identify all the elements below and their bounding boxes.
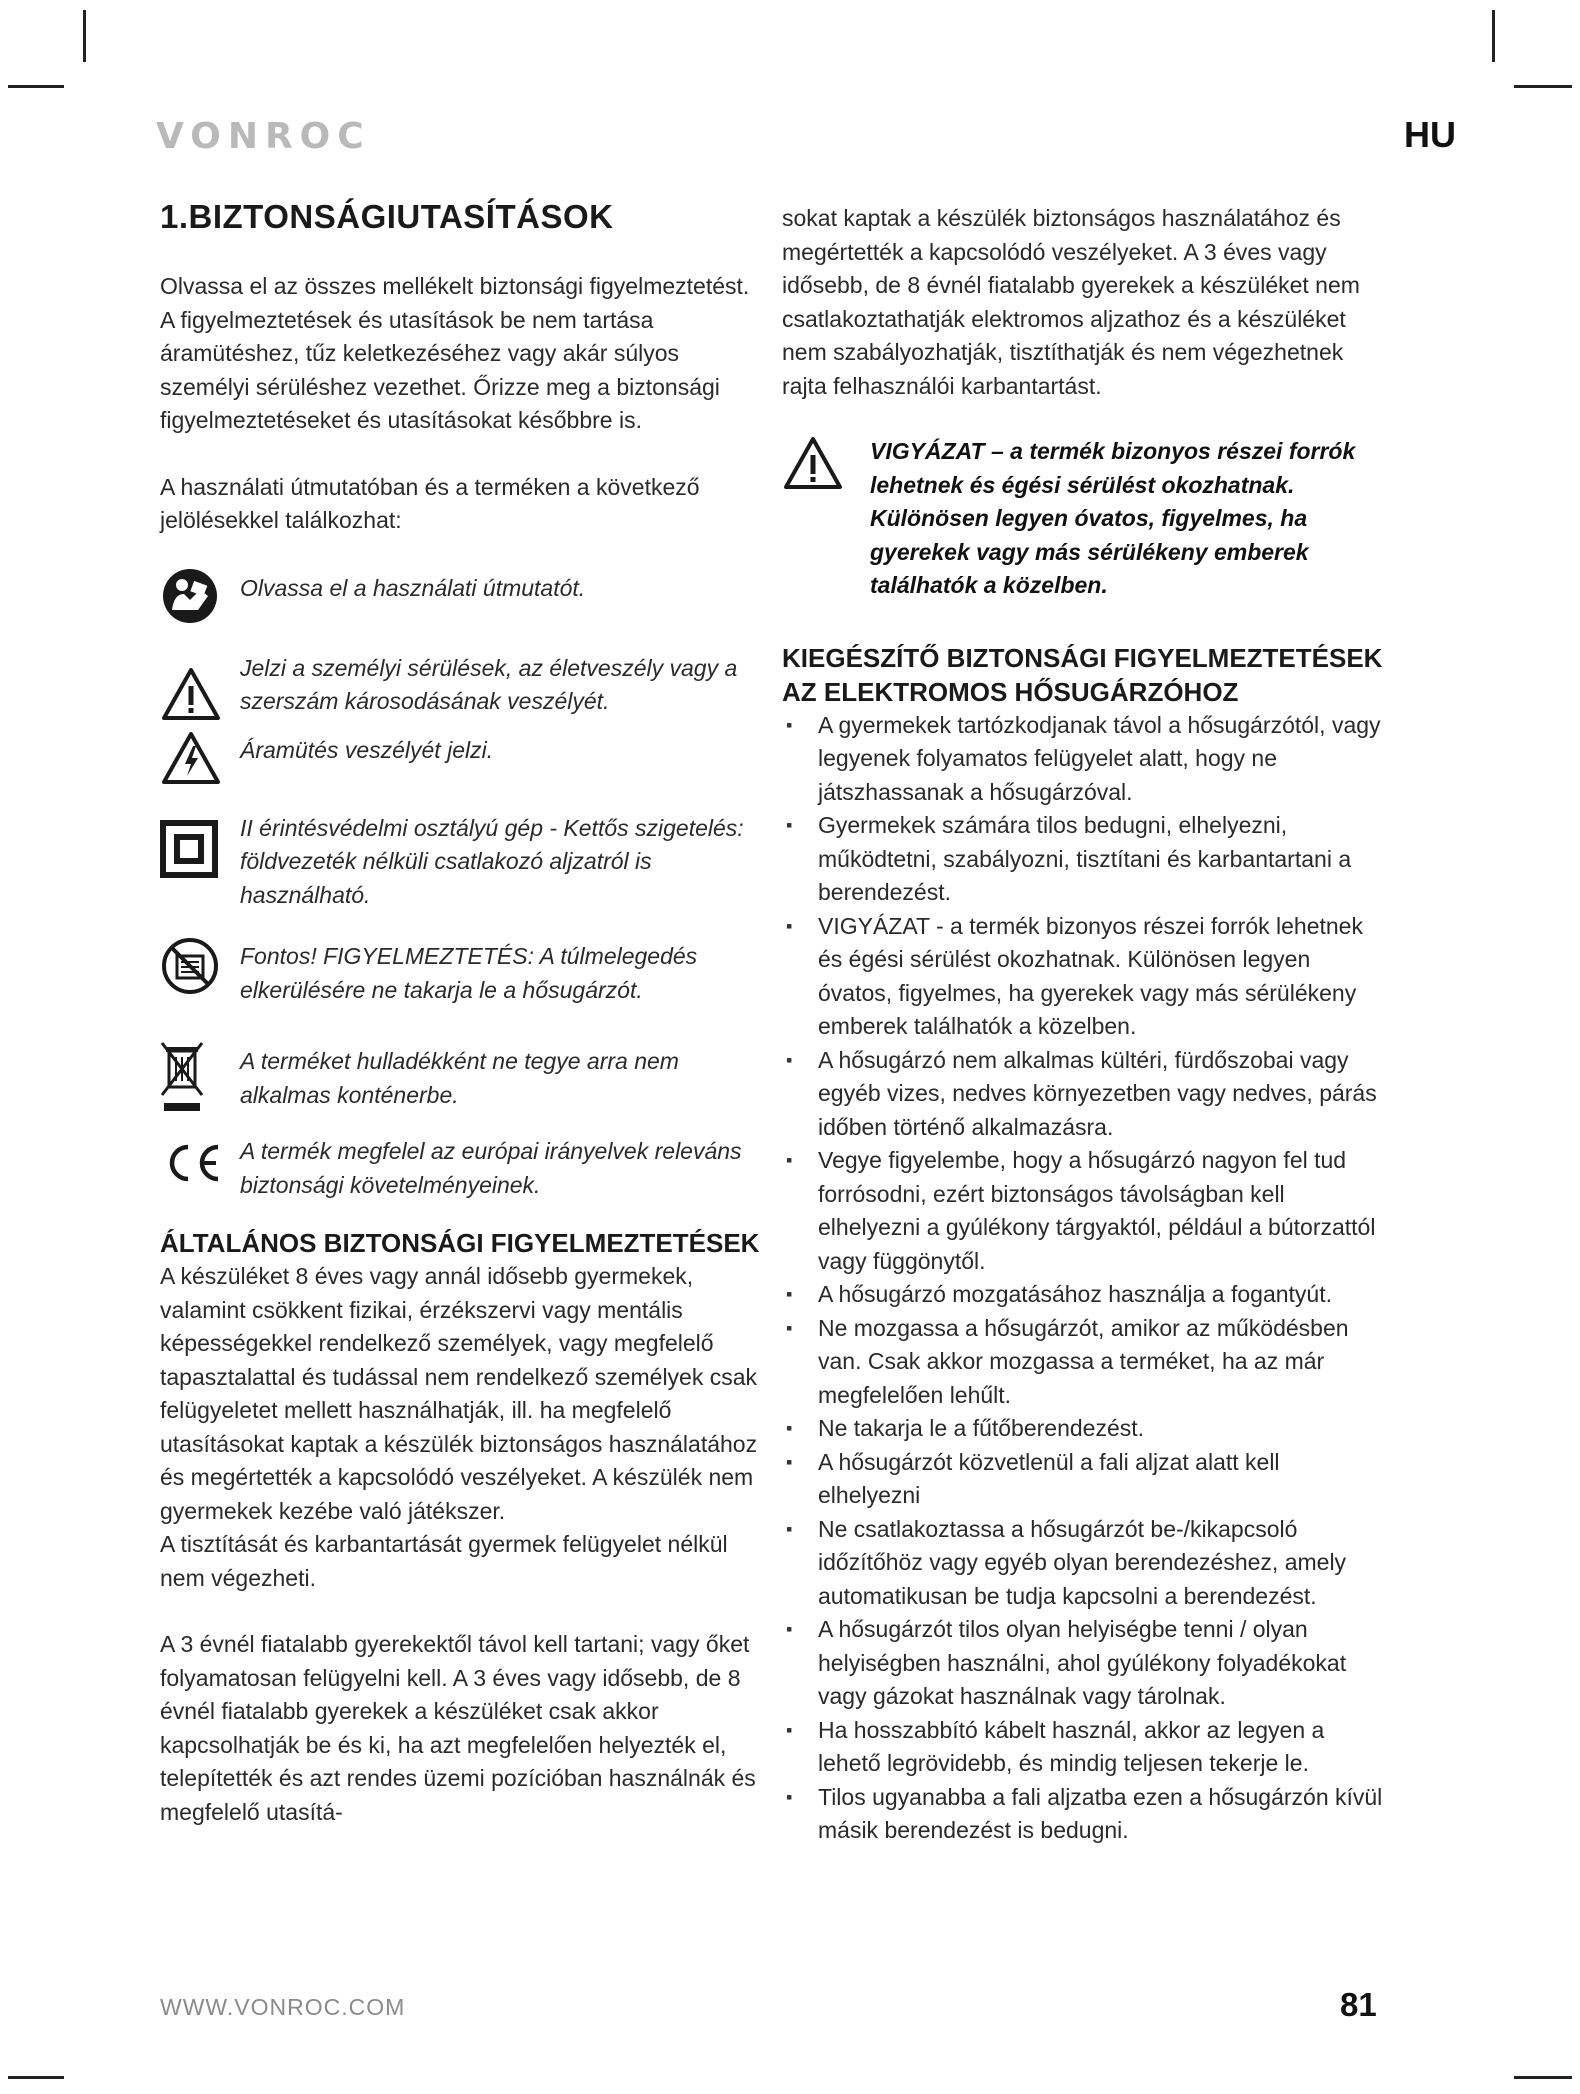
list-item: ▪ Ne csatlakoztassa a hősugárzót be-/kikapcsoló időzítőhöz vagy egyéb olyan berendezéshez, amely automatikusan be tudja kapcsolni a berendezést.	[782, 1513, 1387, 1614]
list-item: ▪ Ne mozgassa a hősugárzót, amikor az működésben van. Csak akkor mozgassa a terméket, ha az már megfelelően lehűlt.	[782, 1312, 1387, 1413]
crop-mark	[83, 10, 86, 62]
list-item: ▪ A gyermekek tartózkodjanak távol a hősugárzótól, vagy legyenek folyamatos felügyelet alatt, hogy ne játszhassanak a hősugárzóval.	[782, 709, 1387, 810]
general-paragraph: A 3 évnél fiatalabb gyerekektől távol kell tartani; vagy őket folyamatosan felügyelni kell. A 3 éves vagy idősebb, de 8 évnél fiatalabb gyerekek a készüléket csak akkor kapcsolhatják be és ki, ha azt megfelelően helyezték el, telepítették és azt rendes üzemi pozícióban használnák és megfelelő utasítá-	[160, 1631, 756, 1825]
symbol-text: Áramütés veszélyét jelzi.	[240, 736, 494, 763]
section-title: 1.BIZTONSÁGIUTASÍTÁSOK	[160, 198, 614, 235]
general-heading: ÁLTALÁNOS BIZTONSÁGI FIGYELMEZTETÉSEK	[160, 1228, 760, 1258]
warning-triangle-icon	[160, 646, 240, 722]
list-item: ▪ Gyermekek számára tilos bedugni, elhelyezni, működtetni, szabályozni, tisztítani és karbantartani a berendezést.	[782, 809, 1387, 910]
symbol-text: A termék megfelel az európai irányelvek releváns biztonsági követelményeinek.	[240, 1138, 742, 1198]
symbol-row	[160, 806, 765, 913]
symbol-row	[160, 934, 765, 1007]
list-item: ▪ Ne takarja le a fűtőberendezést.	[782, 1412, 1387, 1446]
hot-surface-warning	[782, 435, 1387, 603]
general-paragraph: A tisztítását és karbantartását gyermek felügyelet nélkül nem végezheti.	[160, 1531, 728, 1591]
crop-mark	[1514, 85, 1572, 88]
list-item: ▪ A hősugárzót tilos olyan helyiségbe tenni / olyan helyiségben használni, ahol gyúlékony folyadékokat vagy gázokat használnak vagy tárolnak.	[782, 1613, 1387, 1714]
symbol-row	[160, 646, 765, 722]
list-item: ▪ Tilos ugyanabba a fali aljzatba ezen a hősugárzón kívül másik berendezést is bedugni.	[782, 1781, 1387, 1848]
symbols-intro: A használati útmutatóban és a terméken a következő jelölésekkel találkozhat:	[160, 473, 700, 533]
crop-mark	[8, 85, 64, 88]
general-paragraph: A készüléket 8 éves vagy annál idősebb gyermekek, valamint csökkent fizikai, érzékszervi vagy mentális képességekkel rendelkező személyek, vagy megfelelő tapasztalattal és tudással nem rendelkező személyek csak felügyeletet mellett használhatják, ill. ha megfelelő utasításokat kaptak a készülék biztonságos használatához és megértették a kapcsolódó veszélyeket. A készülék nem gyermekek kezébe való játékszer.	[160, 1263, 758, 1524]
continuation-paragraph: sokat kaptak a készülék biztonságos használatához és megértették a kapcsolódó veszélyeket. A 3 éves vagy idősebb, de 8 évnél fiatalabb gyerekek a készüléket nem csatlakoztathatják elektromos aljzathoz és a készüléket nem szabályozhatják, tisztíthatják és nem végezhetnek rajta felhasználói karbantartást.	[782, 205, 1360, 399]
double-insulation-icon	[160, 806, 240, 878]
ce-mark-icon	[160, 1129, 240, 1185]
language-code: HU	[1404, 114, 1456, 155]
symbol-text: II érintésvédelmi osztályú gép - Kettős szigetelés: földvezeték nélküli csatlakozó aljzatról is használható.	[240, 814, 744, 908]
symbol-row	[160, 1039, 765, 1113]
list-item: ▪ A hősugárzót közvetlenül a fali aljzat alatt kell elhelyezni	[782, 1446, 1387, 1513]
brand-logo: VONROC	[156, 116, 371, 157]
list-item: ▪ A hősugárzó mozgatásához használja a fogantyút.	[782, 1278, 1387, 1312]
footer-url[interactable]: WWW.VONROC.COM	[160, 1994, 406, 2020]
warning-triangle-icon	[782, 435, 870, 491]
left-column	[160, 196, 765, 1829]
symbol-row	[160, 566, 765, 626]
intro-paragraph: Olvassa el az összes mellékelt biztonsági figyelmeztetést. A figyelmeztetések és utasítások be nem tartása áramütéshez, tűz keletkezéséhez vagy akár súlyos személyi sérüléshez vezethet. Őrizze meg a biztonsági figyelmeztetéseket és utasításokat későbbre is.	[160, 273, 750, 433]
list-item: ▪ Vegye figyelembe, hogy a hősugárzó nagyon fel tud forrósodni, ezért biztonságos távolságban kell elhelyezni a gyúlékony tárgyaktól, például a bútorzattól vagy függönytől.	[782, 1144, 1387, 1278]
symbol-text: Jelzi a személyi sérülések, az életveszély vagy a szerszám károsodásának veszélyét.	[240, 654, 738, 714]
crop-mark	[8, 2076, 64, 2079]
symbol-text: Fontos! FIGYELMEZTETÉS: A túlmelegedés elkerülésére ne takarja le a hősugárzót.	[240, 943, 698, 1003]
do-not-cover-icon	[160, 934, 240, 996]
page-number: 81	[1340, 1986, 1377, 2023]
extra-heading: AZ ELEKTROMOS HŐSUGÁRZÓHOZ	[782, 676, 1239, 707]
symbol-row	[160, 1129, 765, 1202]
read-manual-icon	[160, 566, 240, 626]
symbol-text: Olvassa el a használati útmutatót.	[240, 574, 586, 601]
extra-heading: KIEGÉSZÍTŐ BIZTONSÁGI FIGYELMEZTETÉSEK	[782, 642, 1383, 673]
crop-mark	[1492, 10, 1495, 62]
list-item: ▪ VIGYÁZAT - a termék bizonyos részei forrók lehetnek és égési sérülést okozhatnak. Különösen legyen óvatos, figyelmes, ha gyerekek vagy más sérülékeny emberek találhatók a közelben.	[782, 910, 1387, 1044]
safety-bullet-list	[782, 709, 1387, 1848]
symbol-text: A terméket hulladékként ne tegye arra nem alkalmas konténerbe.	[240, 1048, 679, 1108]
crop-mark	[1514, 2076, 1572, 2079]
symbol-row	[160, 728, 765, 786]
list-item: ▪ A hősugárzó nem alkalmas kültéri, fürdőszobai vagy egyéb vizes, nedves környezetben vagy nedves, párás időben történő alkalmazásra.	[782, 1044, 1387, 1145]
electric-shock-icon	[160, 728, 240, 786]
list-item: ▪ Ha hosszabbító kábelt használ, akkor az legyen a lehető legrövidebb, és mindig teljesen tekerje le.	[782, 1714, 1387, 1781]
right-column	[782, 202, 1387, 1848]
weee-bin-icon	[160, 1039, 240, 1113]
warning-text: VIGYÁZAT – a termék bizonyos részei forrók lehetnek és égési sérülést okozhatnak. Különösen legyen óvatos, figyelmes, ha gyerekek vagy más sérülékeny emberek találhatók a közelben.	[870, 438, 1356, 598]
